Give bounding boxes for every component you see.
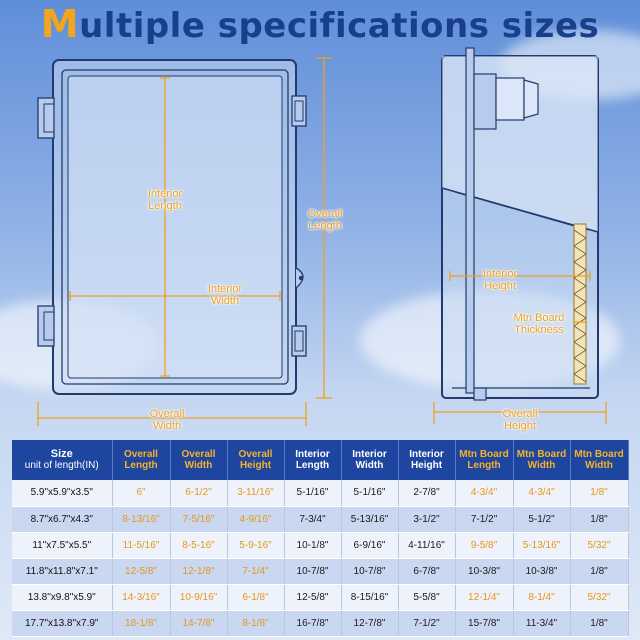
side-view-drawing bbox=[442, 48, 598, 400]
dimension-cell: 14-3/16" bbox=[112, 584, 170, 610]
dimension-cell: 12-5/8" bbox=[112, 558, 170, 584]
header-interior-width: Interior Width bbox=[341, 440, 398, 480]
dimension-cell: 5-13/16" bbox=[341, 506, 398, 532]
header-overall-length: Overall Length bbox=[112, 440, 170, 480]
dimension-cell: 8-1/8" bbox=[227, 610, 284, 636]
dimension-cell: 7-3/4" bbox=[284, 506, 341, 532]
header-overall-height: Overall Height bbox=[227, 440, 284, 480]
dimension-cell: 7-1/2" bbox=[455, 506, 513, 532]
header-mtn-board-length: Mtn Board Length bbox=[455, 440, 513, 480]
dimension-cell: 16-7/8" bbox=[284, 610, 341, 636]
dimension-cell: 8-13/16" bbox=[112, 506, 170, 532]
dimension-cell: 8-1/4" bbox=[513, 584, 570, 610]
dimension-cell: 12-1/8" bbox=[170, 558, 227, 584]
size-cell: 17.7"x13.8"x7.9" bbox=[12, 610, 112, 636]
dimension-cell: 10-9/16" bbox=[170, 584, 227, 610]
table-row bbox=[12, 610, 628, 636]
table-row bbox=[12, 532, 628, 558]
interior-length-label: Interior Length bbox=[147, 188, 183, 212]
table-row bbox=[12, 506, 628, 532]
dimension-cell: 8-15/16" bbox=[341, 584, 398, 610]
dimension-cell: 1/8" bbox=[570, 506, 628, 532]
dimension-cell: 9-5/8" bbox=[455, 532, 513, 558]
dimension-cell: 4-3/4" bbox=[513, 480, 570, 506]
dimension-cell: 10-3/8" bbox=[455, 558, 513, 584]
dimension-cell: 10-7/8" bbox=[341, 558, 398, 584]
dimension-cell: 6-9/16" bbox=[341, 532, 398, 558]
header-size: Size unit of length(IN) bbox=[12, 440, 112, 480]
dimension-cell: 5/32" bbox=[570, 532, 628, 558]
size-cell: 13.8"x9.8"x5.9" bbox=[12, 584, 112, 610]
dimension-cell: 15-7/8" bbox=[455, 610, 513, 636]
dimension-cell: 8-5-16" bbox=[170, 532, 227, 558]
header-overall-width: Overall Width bbox=[170, 440, 227, 480]
interior-width-label: Interior Width bbox=[207, 283, 243, 307]
header-interior-height: Interior Height bbox=[398, 440, 455, 480]
dimension-cell: 7-5/16" bbox=[170, 506, 227, 532]
dimension-cell: 12-7/8" bbox=[341, 610, 398, 636]
table-row bbox=[12, 584, 628, 610]
dimension-cell: 11-5/16" bbox=[112, 532, 170, 558]
dimension-cell: 5-1/16" bbox=[341, 480, 398, 506]
mtn-board-thickness-label: Mtn Board Thickness bbox=[513, 312, 565, 336]
dimension-cell: 4-9/16" bbox=[227, 506, 284, 532]
size-cell: 11"x7.5"x5.5" bbox=[12, 532, 112, 558]
dimension-cell: 12-1/4" bbox=[455, 584, 513, 610]
size-cell: 8.7"x6.7"x4.3" bbox=[12, 506, 112, 532]
dimension-cell: 5-1/2" bbox=[513, 506, 570, 532]
dimension-cell: 6-1/2" bbox=[170, 480, 227, 506]
dimension-cell: 1/8" bbox=[570, 558, 628, 584]
size-cell: 5.9"x5.9"x3.5" bbox=[12, 480, 112, 506]
dimension-cell: 7-1/2" bbox=[398, 610, 455, 636]
front-view-drawing bbox=[38, 60, 306, 394]
dimension-cell: 1/8" bbox=[570, 480, 628, 506]
header-mtn-board-width-2: Mtn Board Width bbox=[570, 440, 628, 480]
dimension-cell: 3-1/2" bbox=[398, 506, 455, 532]
dimension-cell: 18-1/8" bbox=[112, 610, 170, 636]
overall-height-label: Overall Height bbox=[502, 408, 538, 432]
table-row bbox=[12, 558, 628, 584]
dimension-cell: 14-7/8" bbox=[170, 610, 227, 636]
dimension-cell: 2-7/8" bbox=[398, 480, 455, 506]
dimension-cell: 4-3/4" bbox=[455, 480, 513, 506]
header-interior-length: Interior Length bbox=[284, 440, 341, 480]
dimension-cell: 5-13/16" bbox=[513, 532, 570, 558]
dimension-cell: 5/32" bbox=[570, 584, 628, 610]
dimension-cell: 5-9-16" bbox=[227, 532, 284, 558]
dimension-cell: 10-7/8" bbox=[284, 558, 341, 584]
dimension-cell: 12-5/8" bbox=[284, 584, 341, 610]
overall-length-label: Overall Length bbox=[307, 208, 343, 232]
specifications-table bbox=[12, 440, 629, 637]
dimension-cell: 5-5/8" bbox=[398, 584, 455, 610]
table-row bbox=[12, 480, 628, 506]
dimension-cell: 5-1/16" bbox=[284, 480, 341, 506]
page-title: Multiple specifications sizes bbox=[40, 2, 600, 46]
dimension-cell: 6-1/8" bbox=[227, 584, 284, 610]
header-mtn-board-width: Mtn Board Width bbox=[513, 440, 570, 480]
overall-width-label: Overall Width bbox=[149, 408, 185, 432]
size-cell: 11.8"x11.8"x7.1" bbox=[12, 558, 112, 584]
dimension-cell: 7-1/4" bbox=[227, 558, 284, 584]
dimension-cell: 3-11/16" bbox=[227, 480, 284, 506]
table-header-row bbox=[12, 440, 628, 480]
interior-height-label: Interior Height bbox=[482, 268, 518, 292]
dimension-cell: 6-7/8" bbox=[398, 558, 455, 584]
dimension-cell: 1/8" bbox=[570, 610, 628, 636]
dimension-cell: 10-1/8" bbox=[284, 532, 341, 558]
dimension-cell: 10-3/8" bbox=[513, 558, 570, 584]
dimension-cell: 11-3/4" bbox=[513, 610, 570, 636]
dimension-cell: 4-11/16" bbox=[398, 532, 455, 558]
dimension-cell: 6" bbox=[112, 480, 170, 506]
